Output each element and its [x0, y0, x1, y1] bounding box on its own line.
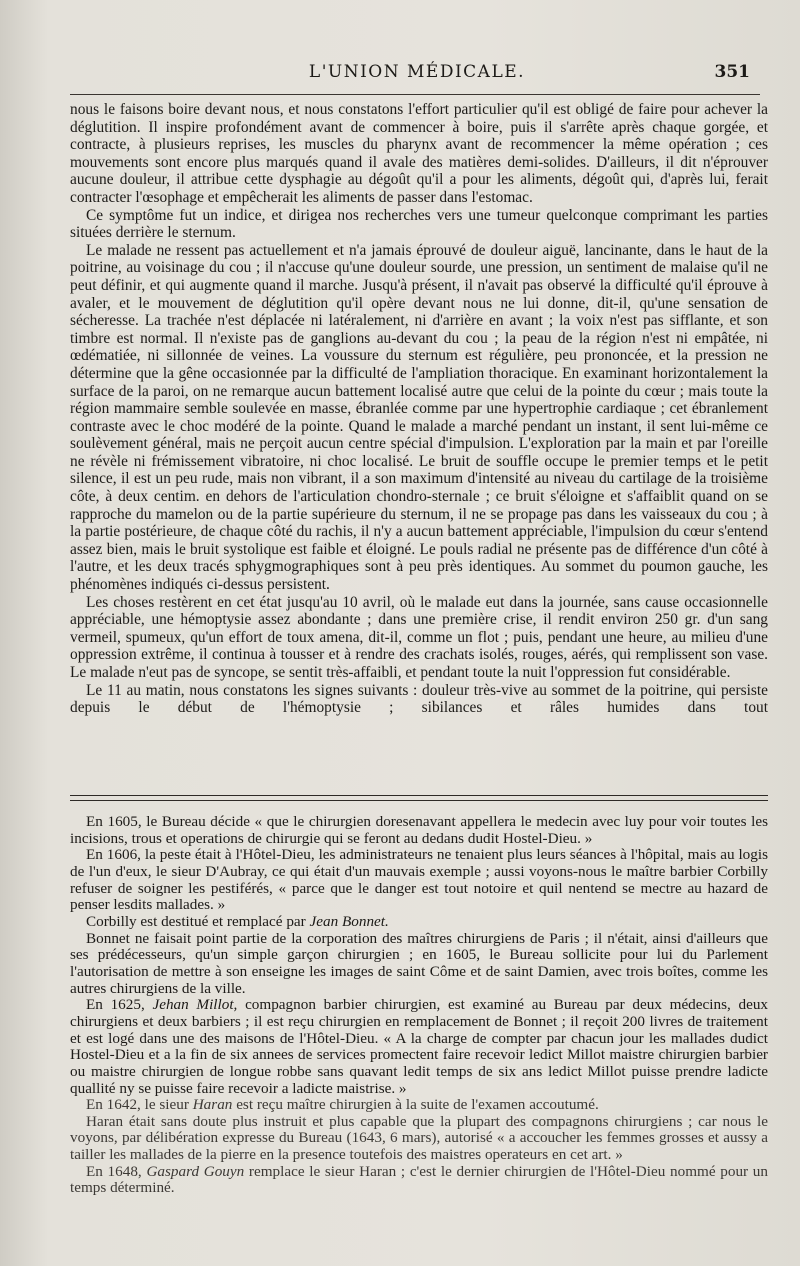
header-rule — [70, 94, 760, 95]
footnote-text-span: compagnon barbier chirurgien, est examiné au Bureau par deux médecins, deux chirurgiens et deux barbiers ; il est reçu chirurgien en remplacement de Bonnet ; il reçoit 200 livres de traitement et est logé dans une des maisons de l'Hôtel-Dieu. « A la charge de compter par chacun jour les mallades dudict Hostel-Dieu et a la fin de six annees de services promectent faire recevoir ledict Millot maistre chirurgien barbier ou maistre chirurgien de longue robbe sans quavant ledit temps de six ans ledict Millot puisse prendre ladicte quallité ny se puisse faire recevoir a ladicte maistrise. » — [70, 996, 769, 1097]
footnote-text-span: En 1625, — [86, 996, 153, 1014]
paragraph-4: Les choses restèrent en cet état jusqu'au 10 avril, où le malade eut dans la journée, sans cause occasionnelle appréciable, une hémoptysie assez abondante ; dans une première crise, il rendit environ 250 gr. d'un sang vermeil, spumeux, qu'un effort de toux amena, dit-il, comme un flot ; puis, pendant une heure, au milieu d'une oppression extrême, il continua à tousser et à rendre des crachats isolés, rouges, aérés, qui remplissent son vase. Le malade n'eut pas de syncope, se sentit très-affaibli, et pendant toute la nuit l'oppression fut considérable. — [70, 593, 768, 681]
main-text — [70, 101, 768, 717]
paragraph-2: Ce symptôme fut un indice, et dirigea nos recherches vers une tumeur quelconque comprimant les parties situées derrière le sternum. — [70, 206, 768, 242]
footnote-text-span: En 1648, — [86, 1162, 147, 1180]
footnote-paragraph-7: Haran était sans doute plus instruit et plus capable que la plupart des compagnons chirurgiens ; car nous le voyons, par délibération expresse du Bureau (1643, 6 mars), autorisé « a accoucher les femmes grosses et aussy a tailler les mallades de la pierre en la presence toutefois des maistres operateurs en cet art. » — [70, 1112, 768, 1164]
person-name: Haran — [192, 1096, 233, 1114]
footnote-text-span: Corbilly est destitué et remplacé par — [86, 912, 310, 930]
footnote-paragraph-1: En 1605, le Bureau décide « que le chirurgien doresenavant appellera le medecin avec luy pour voir toutes les incisions, trous et operations de chirurgie qui se feront au dedans dudit Hostel-Dieu. » — [70, 813, 768, 847]
footnote-paragraph-6 — [70, 1097, 768, 1114]
footnote-text-span: En 1642, le sieur — [86, 1096, 193, 1114]
person-name: Jehan Millot, — [152, 996, 238, 1014]
footnote-paragraph-3 — [70, 914, 768, 931]
paragraph-1: nous le faisons boire devant nous, et nous constatons l'effort particulier qu'il est obligé de faire pour achever la déglutition. Il inspire profondément avant de commencer à boire, puis il s'arrête après chaque gorgée, et contracte, à plusieurs reprises, les muscles du pharynx avant de recommencer la même opération ; ces mouvements sont encore plus marqués quand il avale des matières demi-solides. D'ailleurs, il dit n'éprouver aucune douleur, il attribue cette dysphagie au dégoût qu'il a pour les aliments, dégoût qui, d'après lui, ferait contracter l'œsophage et empêcherait les aliments de passer dans l'estomac. — [70, 101, 768, 206]
footnote-text — [70, 814, 768, 1197]
page-header — [78, 60, 756, 88]
person-name: Gaspard Gouyn — [146, 1162, 245, 1180]
footnote-separator — [70, 795, 768, 801]
page-number: 351 — [714, 62, 750, 82]
footnote-paragraph-8 — [70, 1164, 768, 1197]
person-name: Jean Bonnet. — [309, 912, 389, 930]
footnote-paragraph-5 — [70, 997, 768, 1097]
running-title: L'UNION MÉDICALE. — [308, 62, 526, 82]
footnote-text-span: remplace le sieur Haran ; c'est le dernier chirurgien de l'Hôtel-Dieu nommé pour un temps déterminé. — [70, 1162, 768, 1197]
paragraph-3: Le malade ne ressent pas actuellement et n'a jamais éprouvé de douleur aiguë, lancinante, dans le haut de la poitrine, au voisinage du cou ; il n'accuse qu'une douleur sourde, une pression, un sentiment de malaise qu'il ne peut définir, et qui augmente quand il marche. Jusqu'à présent, il n'avait pas observé la difficulté qu'il éprouve à avaler, et le mouvement de déglutition qu'il opère devant nous ne lui donne, dit-il, qu'une sensation de sécheresse. La trachée n'est déplacée ni latéralement, ni d'arrière en avant ; la voix n'est pas sifflante, et son timbre est normal. Il n'existe pas de ganglions au-devant du cou ; la peau de la région n'est ni empâtée, ni œdématiée, ni sillonnée de veines. La voussure du sternum est régulière, peu prononcée, et la pression ne détermine que la gêne occasionnée par la difficulté de l'ampliation thoracique. En examinant horizontalement la surface de la paroi, on ne remarque aucun battement localisé autre que celui de la pointe du cœur ; mais toute la région mammaire semble soulevée en masse, ébranlée comme par une hypertrophie cardiaque ; cet ébranlement contraste avec le choc modéré de la pointe. Quand le malade a marché pendant un instant, il sent lui-même ce soulèvement général, mais ne perçoit aucun centre spécial d'impulsion. L'exploration par la main et par l'oreille ne révèle ni frémissement vibratoire, ni choc localisé. Le bruit de souffle occupe le premier temps et le petit silence, il est un peu rude, mais non vibrant, il a son maximum d'intensité au niveau du cartilage de la troisième côte, à deux centim. en dehors de l'articulation chondro-sternale ; ce bruit s'éloigne et s'affaiblit quand on se rapproche du mamelon ou de la partie supérieure du sternum, il ne se propage pas dans les vaisseaux du cou ; à la partie postérieure, de chaque côté du rachis, il n'y a aucun battement appréciable, l'impulsion du cœur s'entend assez bien, mais le bruit systolique est faible et éloigné. Le pouls radial ne présente pas de différence d'un côté à l'autre, et les deux tracés sphygmographiques sont à peu près identiques. Au sommet du poumon gauche, les phénomènes indiqués ci-dessus persistent. — [70, 241, 768, 594]
paragraph-5: Le 11 au matin, nous constatons les signes suivants : douleur très-vive au sommet de la poitrine, qui persiste depuis le début de l'hémoptysie ; sibilances et râles humides dans tout — [70, 681, 768, 717]
footnote-paragraph-4: Bonnet ne faisait point partie de la corporation des maîtres chirurgiens de Paris ; il n'était, ainsi d'ailleurs que ses prédécesseurs, qu'un simple garçon chirurgien ; en 1605, le Bureau sollicite pour lui du Parlement l'autorisation de mettre à son enseigne les images de saint Côme et de saint Damien, avec trois boîtes, comme les autres chirurgiens de la ville. — [70, 929, 768, 997]
footnote-text-span: est reçu maître chirurgien à la suite de l'examen accoutumé. — [232, 1096, 599, 1114]
footnote-paragraph-2: En 1606, la peste était à l'Hôtel-Dieu, les administrateurs ne tenaient plus leurs séances à l'hôpital, mais au logis de l'un d'eux, le sieur D'Aubray, ce qui était d'un mauvais exemple ; aussi voyons-nous le maître barbier Corbilly refuser de soigner les pestiférés, « parce que le danger est tout notoire et quil nentend se mectre au hazard de penser lesdits mallades. » — [70, 846, 768, 914]
